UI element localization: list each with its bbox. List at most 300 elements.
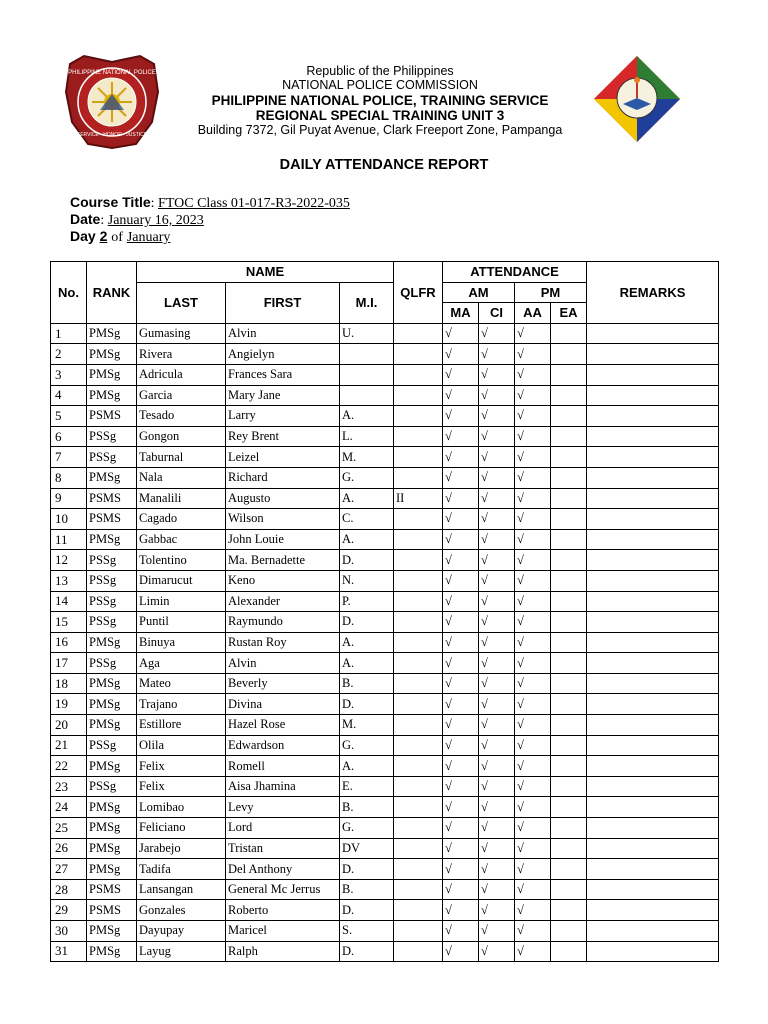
- cell-ea: [551, 323, 587, 344]
- cell-remarks: [587, 776, 719, 797]
- table-row: [51, 921, 719, 942]
- cell-ea: [551, 467, 587, 488]
- cell-last: Tolentino: [137, 550, 226, 571]
- cell-ci-check: √: [479, 467, 515, 488]
- cell-mi: A.: [340, 653, 394, 674]
- cell-last: Gumasing: [137, 323, 226, 344]
- cell-ci-check: √: [479, 385, 515, 406]
- cell-qlfr: [394, 570, 443, 591]
- cell-last: Feliciano: [137, 818, 226, 839]
- cell-rank: PSSg: [87, 735, 137, 756]
- cell-rank: PMSg: [87, 756, 137, 777]
- cell-rank: PSSg: [87, 426, 137, 447]
- cell-last: Limin: [137, 591, 226, 612]
- cell-qlfr: [394, 818, 443, 839]
- col-remarks: REMARKS: [587, 262, 719, 324]
- header-republic: Republic of the Philippines: [306, 64, 454, 78]
- cell-first: Angielyn: [226, 344, 340, 365]
- cell-last: Manalili: [137, 488, 226, 509]
- table-row: [51, 591, 719, 612]
- cell-qlfr: [394, 941, 443, 962]
- cell-ea: [551, 447, 587, 468]
- cell-mi: A.: [340, 406, 394, 427]
- cell-ea: [551, 859, 587, 880]
- cell-mi: D.: [340, 859, 394, 880]
- cell-no: 19: [51, 694, 87, 715]
- col-ma: MA: [443, 303, 479, 324]
- cell-no: 3: [51, 364, 87, 385]
- cell-no: 31: [51, 941, 87, 962]
- cell-mi: E.: [340, 776, 394, 797]
- cell-last: Felix: [137, 756, 226, 777]
- cell-ci-check: √: [479, 735, 515, 756]
- cell-first: Del Anthony: [226, 859, 340, 880]
- cell-last: Binuya: [137, 632, 226, 653]
- cell-qlfr: [394, 447, 443, 468]
- cell-qlfr: [394, 879, 443, 900]
- cell-remarks: [587, 488, 719, 509]
- cell-ea: [551, 488, 587, 509]
- cell-qlfr: [394, 406, 443, 427]
- table-row: [51, 735, 719, 756]
- cell-ci-check: √: [479, 612, 515, 633]
- col-first: FIRST: [226, 282, 340, 323]
- cell-remarks: [587, 715, 719, 736]
- cell-no: 2: [51, 344, 87, 365]
- course-label: Course Title: [70, 194, 151, 210]
- cell-mi: U.: [340, 323, 394, 344]
- cell-remarks: [587, 838, 719, 859]
- cell-no: 21: [51, 735, 87, 756]
- cell-first: Raymundo: [226, 612, 340, 633]
- cell-ci-check: √: [479, 632, 515, 653]
- cell-ci-check: √: [479, 344, 515, 365]
- cell-ma-check: √: [443, 344, 479, 365]
- col-pm: PM: [515, 282, 587, 303]
- cell-ea: [551, 591, 587, 612]
- date-label: Date: [70, 211, 101, 227]
- cell-mi: L.: [340, 426, 394, 447]
- cell-mi: P.: [340, 591, 394, 612]
- cell-first: Maricel: [226, 921, 340, 942]
- cell-ma-check: √: [443, 488, 479, 509]
- cell-ci-check: √: [479, 797, 515, 818]
- cell-ma-check: √: [443, 921, 479, 942]
- cell-ci-check: √: [479, 818, 515, 839]
- cell-aa-check: √: [515, 715, 551, 736]
- header-napolcom: NATIONAL POLICE COMMISSION: [282, 78, 478, 92]
- cell-ci-check: √: [479, 447, 515, 468]
- cell-qlfr: [394, 385, 443, 406]
- cell-mi: B.: [340, 673, 394, 694]
- cell-qlfr: [394, 776, 443, 797]
- cell-ma-check: √: [443, 735, 479, 756]
- cell-ea: [551, 632, 587, 653]
- col-am: AM: [443, 282, 515, 303]
- cell-aa-check: √: [515, 550, 551, 571]
- cell-first: Beverly: [226, 673, 340, 694]
- cell-ea: [551, 612, 587, 633]
- cell-ea: [551, 797, 587, 818]
- cell-ea: [551, 735, 587, 756]
- cell-qlfr: [394, 673, 443, 694]
- cell-qlfr: [394, 859, 443, 880]
- cell-last: Trajano: [137, 694, 226, 715]
- cell-ea: [551, 426, 587, 447]
- date-line: Date: January 16, 2023: [70, 211, 204, 228]
- cell-rank: PMSg: [87, 323, 137, 344]
- cell-no: 30: [51, 921, 87, 942]
- cell-rank: PSMS: [87, 509, 137, 530]
- cell-qlfr: [394, 632, 443, 653]
- cell-remarks: [587, 694, 719, 715]
- cell-ma-check: √: [443, 859, 479, 880]
- cell-qlfr: [394, 323, 443, 344]
- cell-qlfr: [394, 612, 443, 633]
- cell-ea: [551, 550, 587, 571]
- col-ci: CI: [479, 303, 515, 324]
- cell-remarks: [587, 612, 719, 633]
- cell-last: Dimarucut: [137, 570, 226, 591]
- cell-no: 5: [51, 406, 87, 427]
- cell-rank: PMSg: [87, 921, 137, 942]
- cell-last: Aga: [137, 653, 226, 674]
- cell-ma-check: √: [443, 879, 479, 900]
- cell-ma-check: √: [443, 818, 479, 839]
- cell-ea: [551, 364, 587, 385]
- cell-ci-check: √: [479, 364, 515, 385]
- cell-qlfr: [394, 467, 443, 488]
- cell-ea: [551, 344, 587, 365]
- cell-no: 16: [51, 632, 87, 653]
- cell-first: Edwardson: [226, 735, 340, 756]
- table-row: [51, 488, 719, 509]
- cell-last: Tesado: [137, 406, 226, 427]
- cell-ea: [551, 715, 587, 736]
- table-row: [51, 323, 719, 344]
- cell-ci-check: √: [479, 426, 515, 447]
- cell-ea: [551, 900, 587, 921]
- cell-ma-check: √: [443, 838, 479, 859]
- cell-last: Rivera: [137, 344, 226, 365]
- cell-no: 4: [51, 385, 87, 406]
- cell-ma-check: √: [443, 715, 479, 736]
- cell-aa-check: √: [515, 364, 551, 385]
- table-row: [51, 364, 719, 385]
- table-row: [51, 550, 719, 571]
- table-row: [51, 838, 719, 859]
- cell-ea: [551, 818, 587, 839]
- cell-remarks: [587, 447, 719, 468]
- cell-mi: C.: [340, 509, 394, 530]
- cell-last: Nala: [137, 467, 226, 488]
- cell-ci-check: √: [479, 879, 515, 900]
- cell-qlfr: [394, 364, 443, 385]
- col-rank: RANK: [87, 262, 137, 324]
- cell-aa-check: √: [515, 509, 551, 530]
- cell-ci-check: √: [479, 653, 515, 674]
- cell-aa-check: √: [515, 673, 551, 694]
- cell-remarks: [587, 364, 719, 385]
- cell-no: 27: [51, 859, 87, 880]
- cell-last: Jarabejo: [137, 838, 226, 859]
- cell-ea: [551, 921, 587, 942]
- cell-remarks: [587, 550, 719, 571]
- cell-rank: PMSg: [87, 715, 137, 736]
- cell-ci-check: √: [479, 323, 515, 344]
- cell-first: Divina: [226, 694, 340, 715]
- table-row: [51, 385, 719, 406]
- cell-last: Lomibao: [137, 797, 226, 818]
- cell-last: Gabbac: [137, 529, 226, 550]
- cell-qlfr: [394, 756, 443, 777]
- cell-first: Keno: [226, 570, 340, 591]
- cell-first: Rey Brent: [226, 426, 340, 447]
- header-address: Building 7372, Gil Puyat Avenue, Clark Freeport Zone, Pampanga: [197, 123, 563, 137]
- table-row: [51, 344, 719, 365]
- cell-ci-check: √: [479, 488, 515, 509]
- day-of: of: [111, 230, 123, 245]
- cell-remarks: [587, 756, 719, 777]
- table-row: [51, 776, 719, 797]
- cell-aa-check: √: [515, 941, 551, 962]
- cell-mi: A.: [340, 488, 394, 509]
- table-row: [51, 797, 719, 818]
- cell-no: 1: [51, 323, 87, 344]
- cell-first: Wilson: [226, 509, 340, 530]
- cell-ma-check: √: [443, 797, 479, 818]
- cell-ci-check: √: [479, 529, 515, 550]
- cell-last: Lansangan: [137, 879, 226, 900]
- cell-remarks: [587, 900, 719, 921]
- cell-qlfr: [394, 694, 443, 715]
- table-row: [51, 632, 719, 653]
- cell-aa-check: √: [515, 612, 551, 633]
- cell-first: Ralph: [226, 941, 340, 962]
- cell-ea: [551, 879, 587, 900]
- cell-remarks: [587, 797, 719, 818]
- cell-ea: [551, 529, 587, 550]
- day-month: January: [126, 230, 171, 245]
- cell-last: Dayupay: [137, 921, 226, 942]
- table-row: [51, 612, 719, 633]
- cell-first: Rustan Roy: [226, 632, 340, 653]
- pnp-logo: [62, 52, 162, 150]
- table-row: [51, 879, 719, 900]
- cell-aa-check: √: [515, 776, 551, 797]
- cell-aa-check: √: [515, 632, 551, 653]
- cell-rank: PSSg: [87, 447, 137, 468]
- cell-aa-check: √: [515, 921, 551, 942]
- cell-ea: [551, 509, 587, 530]
- cell-ma-check: √: [443, 509, 479, 530]
- cell-last: Gonzales: [137, 900, 226, 921]
- cell-no: 8: [51, 467, 87, 488]
- cell-first: Frances Sara: [226, 364, 340, 385]
- cell-mi: B.: [340, 797, 394, 818]
- cell-rank: PMSg: [87, 529, 137, 550]
- cell-remarks: [587, 673, 719, 694]
- cell-qlfr: II: [394, 488, 443, 509]
- cell-ci-check: √: [479, 509, 515, 530]
- cell-rank: PMSg: [87, 818, 137, 839]
- cell-first: Tristan: [226, 838, 340, 859]
- course-value: FTOC Class 01-017-R3-2022-035: [158, 196, 350, 211]
- date-value: January 16, 2023: [107, 213, 204, 228]
- cell-no: 15: [51, 612, 87, 633]
- table-row: [51, 570, 719, 591]
- cell-ci-check: √: [479, 859, 515, 880]
- cell-first: Aisa Jhamina: [226, 776, 340, 797]
- table-row: [51, 818, 719, 839]
- cell-ma-check: √: [443, 591, 479, 612]
- cell-first: Ma. Bernadette: [226, 550, 340, 571]
- cell-rank: PMSg: [87, 385, 137, 406]
- cell-ci-check: √: [479, 406, 515, 427]
- cell-no: 7: [51, 447, 87, 468]
- cell-aa-check: √: [515, 344, 551, 365]
- col-no: No.: [51, 262, 87, 324]
- attendance-table: [50, 261, 719, 962]
- table-row: [51, 673, 719, 694]
- table-row: [51, 715, 719, 736]
- cell-first: Leizel: [226, 447, 340, 468]
- cell-rank: PSSg: [87, 550, 137, 571]
- cell-qlfr: [394, 426, 443, 447]
- cell-aa-check: √: [515, 797, 551, 818]
- cell-rank: PSMS: [87, 879, 137, 900]
- cell-aa-check: √: [515, 653, 551, 674]
- cell-remarks: [587, 818, 719, 839]
- cell-first: Alexander: [226, 591, 340, 612]
- table-row: [51, 653, 719, 674]
- cell-first: Mary Jane: [226, 385, 340, 406]
- cell-rank: PMSg: [87, 364, 137, 385]
- cell-remarks: [587, 591, 719, 612]
- cell-ea: [551, 673, 587, 694]
- cell-last: Taburnal: [137, 447, 226, 468]
- day-label: Day: [70, 228, 96, 244]
- cell-mi: A.: [340, 529, 394, 550]
- cell-rank: PMSg: [87, 694, 137, 715]
- cell-mi: N.: [340, 570, 394, 591]
- cell-ma-check: √: [443, 941, 479, 962]
- cell-qlfr: [394, 715, 443, 736]
- header-unit: REGIONAL SPECIAL TRAINING UNIT 3: [255, 108, 505, 123]
- cell-ma-check: √: [443, 385, 479, 406]
- cell-qlfr: [394, 797, 443, 818]
- cell-remarks: [587, 632, 719, 653]
- cell-rank: PMSg: [87, 467, 137, 488]
- col-ea: EA: [551, 303, 587, 324]
- cell-mi: D.: [340, 900, 394, 921]
- cell-aa-check: √: [515, 570, 551, 591]
- cell-aa-check: √: [515, 447, 551, 468]
- report-title: DAILY ATTENDANCE REPORT: [279, 157, 489, 173]
- cell-qlfr: [394, 838, 443, 859]
- cell-last: Felix: [137, 776, 226, 797]
- cell-no: 9: [51, 488, 87, 509]
- cell-aa-check: √: [515, 818, 551, 839]
- cell-ci-check: √: [479, 550, 515, 571]
- cell-rank: PMSg: [87, 838, 137, 859]
- cell-ci-check: √: [479, 900, 515, 921]
- header-pnp: PHILIPPINE NATIONAL POLICE, TRAINING SERVICE: [211, 93, 549, 108]
- cell-ci-check: √: [479, 715, 515, 736]
- cell-mi: D.: [340, 612, 394, 633]
- cell-rank: PSSg: [87, 612, 137, 633]
- cell-remarks: [587, 467, 719, 488]
- cell-mi: A.: [340, 632, 394, 653]
- cell-qlfr: [394, 550, 443, 571]
- cell-qlfr: [394, 653, 443, 674]
- cell-mi: B.: [340, 879, 394, 900]
- cell-last: Mateo: [137, 673, 226, 694]
- cell-last: Puntil: [137, 612, 226, 633]
- table-row: [51, 509, 719, 530]
- cell-remarks: [587, 509, 719, 530]
- cell-first: Larry: [226, 406, 340, 427]
- cell-aa-check: √: [515, 838, 551, 859]
- cell-remarks: [587, 385, 719, 406]
- cell-ma-check: √: [443, 694, 479, 715]
- cell-ci-check: √: [479, 756, 515, 777]
- cell-first: Lord: [226, 818, 340, 839]
- cell-ea: [551, 838, 587, 859]
- cell-first: Augusto: [226, 488, 340, 509]
- table-row: [51, 859, 719, 880]
- logo-top-text: PHILIPPINE NATIONAL POLICE: [68, 70, 156, 76]
- cell-no: 14: [51, 591, 87, 612]
- cell-rank: PSMS: [87, 488, 137, 509]
- cell-mi: [340, 385, 394, 406]
- cell-aa-check: √: [515, 735, 551, 756]
- cell-ci-check: √: [479, 570, 515, 591]
- cell-last: Layug: [137, 941, 226, 962]
- course-line: Course Title: FTOC Class 01-017-R3-2022-035: [70, 194, 350, 211]
- cell-mi: A.: [340, 756, 394, 777]
- cell-rank: PMSg: [87, 941, 137, 962]
- attendance-rows: [51, 323, 719, 961]
- table-row: [51, 694, 719, 715]
- col-mi: M.I.: [340, 282, 394, 323]
- cell-no: 10: [51, 509, 87, 530]
- cell-remarks: [587, 344, 719, 365]
- cell-ma-check: √: [443, 406, 479, 427]
- cell-mi: M.: [340, 715, 394, 736]
- cell-no: 22: [51, 756, 87, 777]
- cell-ma-check: √: [443, 323, 479, 344]
- cell-remarks: [587, 529, 719, 550]
- cell-aa-check: √: [515, 756, 551, 777]
- cell-mi: M.: [340, 447, 394, 468]
- cell-first: Alvin: [226, 653, 340, 674]
- cell-ma-check: √: [443, 673, 479, 694]
- cell-ea: [551, 756, 587, 777]
- cell-aa-check: √: [515, 694, 551, 715]
- cell-ea: [551, 570, 587, 591]
- cell-last: Cagado: [137, 509, 226, 530]
- cell-qlfr: [394, 921, 443, 942]
- cell-ea: [551, 406, 587, 427]
- cell-qlfr: [394, 529, 443, 550]
- cell-remarks: [587, 879, 719, 900]
- cell-first: Hazel Rose: [226, 715, 340, 736]
- table-row: [51, 467, 719, 488]
- cell-no: 28: [51, 879, 87, 900]
- cell-ma-check: √: [443, 653, 479, 674]
- cell-first: Roberto: [226, 900, 340, 921]
